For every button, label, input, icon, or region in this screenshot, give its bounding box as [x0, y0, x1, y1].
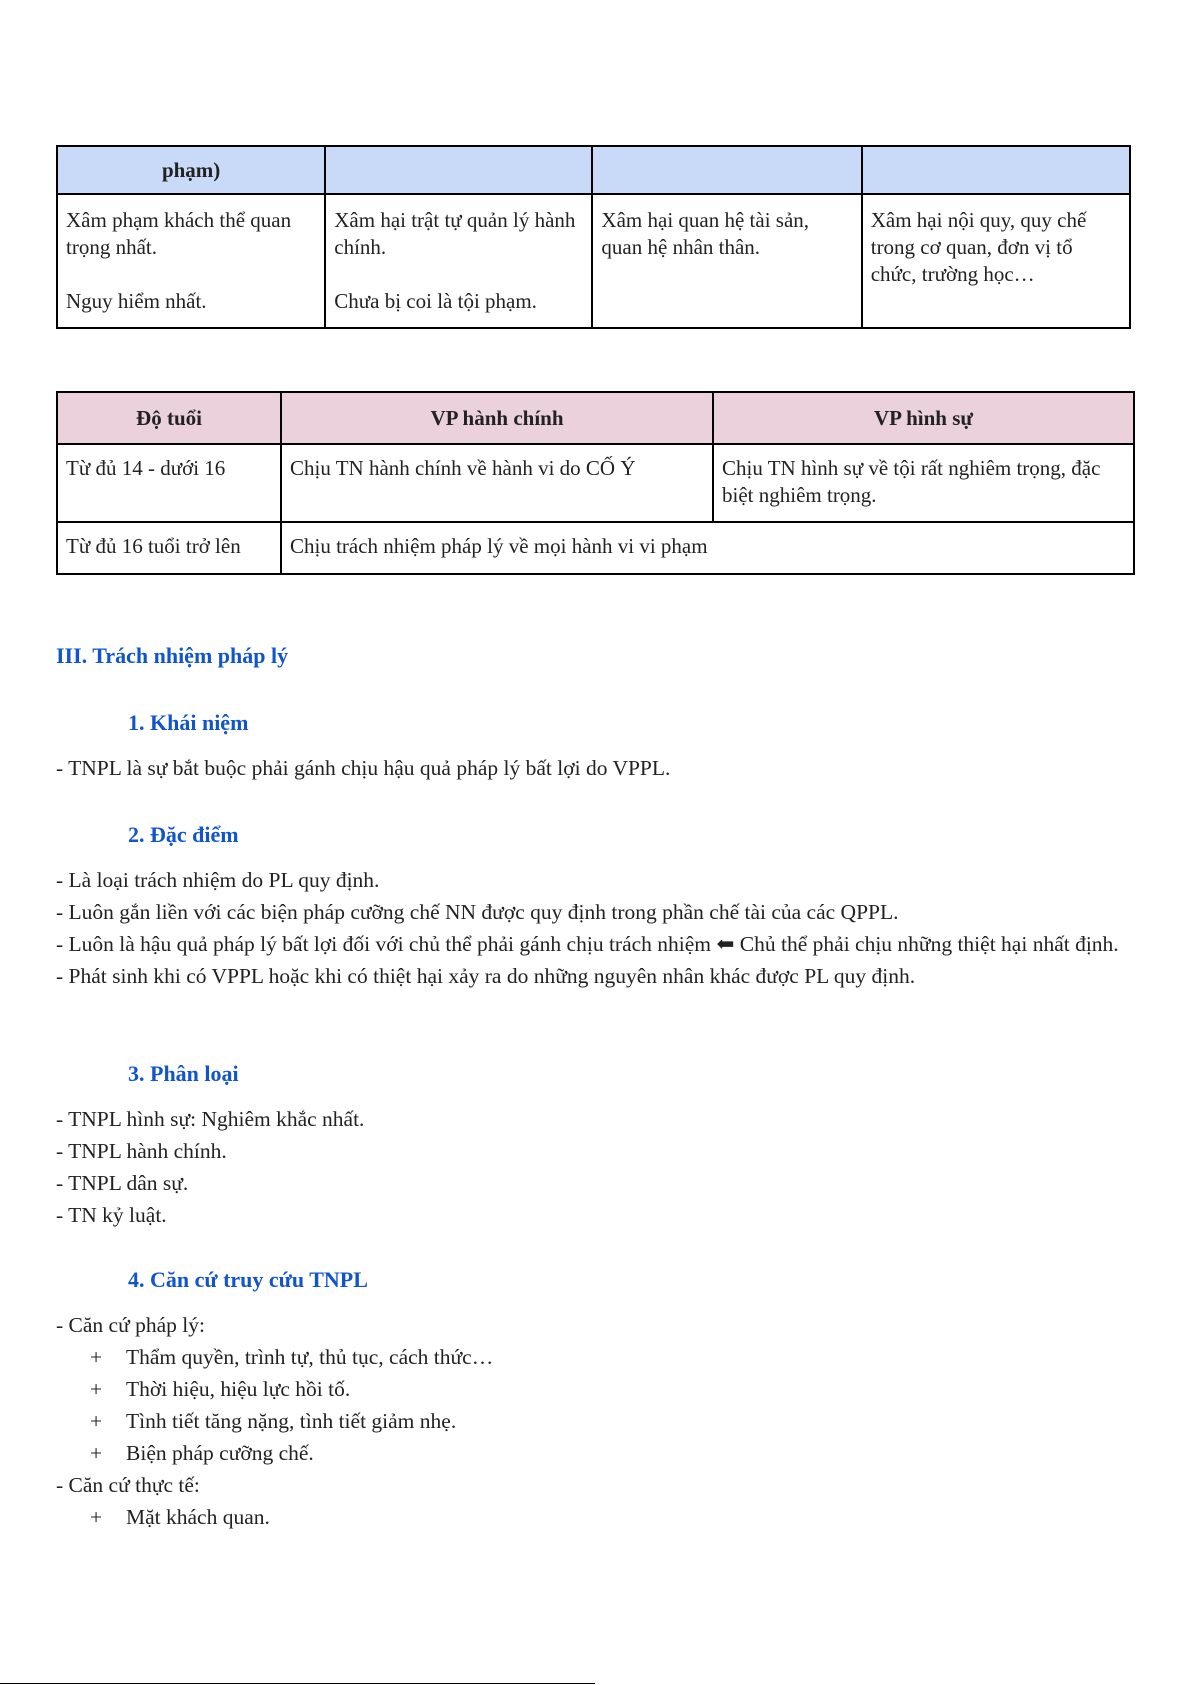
cell-text: Xâm phạm khách thể quan trọng nhất. — [66, 208, 292, 259]
table-header-cell: Độ tuổi — [57, 392, 281, 444]
list-item: + Thời hiệu, hiệu lực hồi tố. — [56, 1373, 1136, 1405]
footer-divider — [0, 1683, 595, 1684]
subsection-heading-classification: 3. Phân loại — [128, 1061, 239, 1086]
table-cell: Chịu TN hình sự về tội rất nghiêm trọng, đặc biệt nghiêm trọng. — [713, 444, 1134, 522]
subsection-heading-features: 2. Đặc điểm — [128, 822, 239, 847]
table-header-cell: VP hình sự — [713, 392, 1134, 444]
table-cell-civil — [592, 194, 861, 328]
line-text: - Luôn là hậu quả pháp lý bất lợi đối với chủ thể phải gánh chịu trách nhiệm — [56, 932, 712, 956]
concept-text — [56, 752, 1136, 784]
left-arrow-icon: ⬅ — [716, 932, 735, 956]
table-header-cell — [862, 146, 1130, 194]
table-cell-criminal — [57, 194, 325, 328]
paragraph-line: - Căn cứ pháp lý: — [56, 1313, 205, 1337]
table-header-cell: phạm) — [57, 146, 325, 194]
section-heading: III. Trách nhiệm pháp lý — [56, 643, 289, 668]
plus-bullet: + — [90, 1377, 103, 1401]
plus-bullet: + — [90, 1409, 103, 1433]
list-item: + Thẩm quyền, trình tự, thủ tục, cách thức… — [56, 1341, 1136, 1373]
cell-text: Xâm hại nội quy, quy chế trong cơ quan, đơn vị tổ chức, trường học… — [870, 208, 1087, 286]
table-cell-disciplinary — [862, 194, 1130, 328]
table-cell: Chịu TN hành chính về hành vi do CỐ Ý — [281, 444, 713, 522]
list-item: + Biện pháp cưỡng chế. — [56, 1437, 1136, 1469]
age-responsibility-table — [56, 391, 1135, 575]
plus-bullet: + — [90, 1505, 103, 1529]
table-row — [57, 444, 1134, 522]
table-row — [57, 522, 1134, 574]
table-cell: Từ đủ 14 - dưới 16 — [57, 444, 281, 522]
paragraph-line: - Phát sinh khi có VPPL hoặc khi có thiệt hại xảy ra do những nguyên nhân khác được PL quy định. — [56, 964, 916, 988]
table-row — [57, 194, 1130, 328]
paragraph-line: - Là loại trách nhiệm do PL quy định. — [56, 868, 380, 892]
table-header-row — [57, 146, 1130, 194]
table-header-cell: VP hành chính — [281, 392, 713, 444]
paragraph-line: - TNPL là sự bắt buộc phải gánh chịu hậu quả pháp lý bất lợi do VPPL. — [56, 756, 671, 780]
paragraph-line: - TNPL hình sự: Nghiêm khắc nhất. — [56, 1107, 365, 1131]
table-header-cell — [592, 146, 861, 194]
cell-text: Xâm hại quan hệ tài sản, quan hệ nhân thân. — [601, 208, 810, 259]
table-cell: Từ đủ 16 tuổi trở lên — [57, 522, 281, 574]
paragraph-line: - TN kỷ luật. — [56, 1203, 167, 1227]
cell-text: Nguy hiểm nhất. — [66, 289, 207, 313]
table-cell: Chịu trách nhiệm pháp lý về mọi hành vi vi phạm — [281, 522, 1134, 574]
plus-bullet: + — [90, 1441, 103, 1465]
paragraph-line: - Luôn gắn liền với các biện pháp cưỡng chế NN được quy định trong phần chế tài của các QPPL. — [56, 900, 899, 924]
line-text: Chủ thể phải chịu những thiệt hại nhất định. — [739, 932, 1119, 956]
violation-comparison-table — [56, 145, 1131, 329]
cell-text: Chưa bị coi là tội phạm. — [334, 289, 537, 313]
cell-text: Xâm hại trật tự quản lý hành chính. — [334, 208, 576, 259]
paragraph-line: - TNPL dân sự. — [56, 1171, 189, 1195]
subsection-heading-grounds: 4. Căn cứ truy cứu TNPL — [128, 1267, 368, 1292]
list-item: + Mặt khách quan. — [56, 1501, 1136, 1533]
paragraph-line — [56, 928, 1136, 960]
subsection-heading-concept: 1. Khái niệm — [128, 710, 249, 735]
list-item: + Tình tiết tăng nặng, tình tiết giảm nhẹ. — [56, 1405, 1136, 1437]
table-cell-administrative — [325, 194, 592, 328]
grounds-text — [56, 1309, 1136, 1533]
features-text — [56, 864, 1136, 992]
paragraph-line: - TNPL hành chính. — [56, 1139, 227, 1163]
table-header-cell — [325, 146, 592, 194]
plus-bullet: + — [90, 1345, 103, 1369]
table-header-row — [57, 392, 1134, 444]
classification-text — [56, 1103, 1136, 1231]
paragraph-line: - Căn cứ thực tế: — [56, 1473, 200, 1497]
